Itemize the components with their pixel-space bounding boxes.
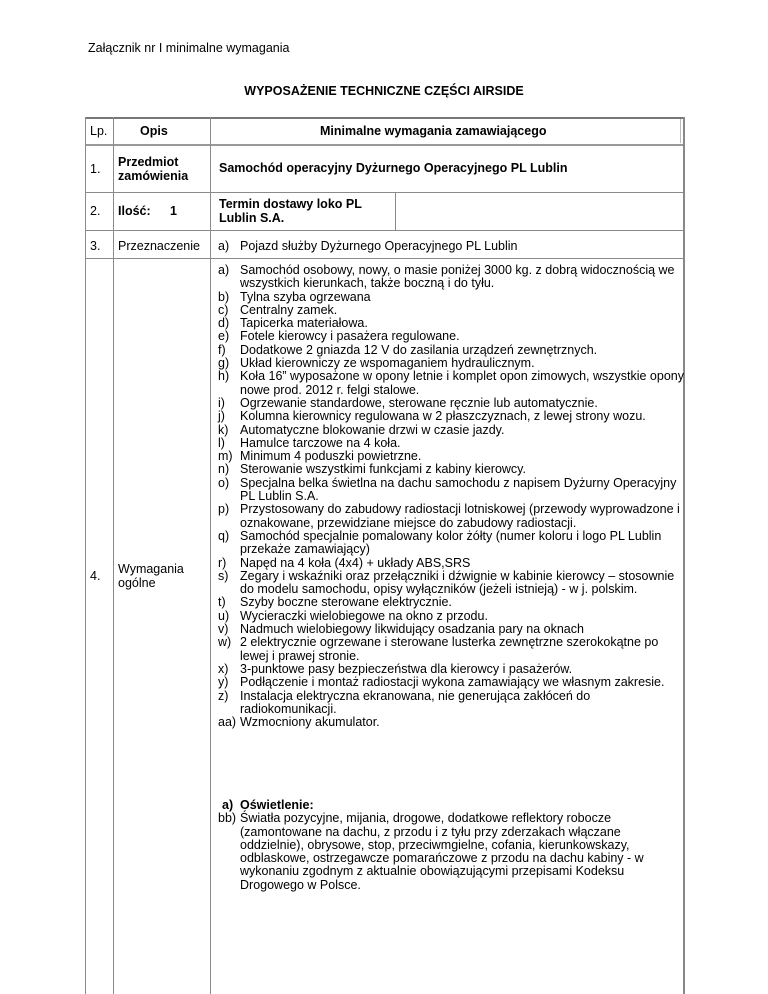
list-item: r) Napęd na 4 koła (4x4) + układy ABS,SRS [218,555,471,570]
document-title: WYPOSAŻENIE TECHNICZNE CZĘŚCI AIRSIDE [244,84,524,98]
row2-lp: 2. [90,204,101,218]
header-opis: Opis [140,124,168,138]
list-item: w) 2 elektrycznie ogrzewane i sterowane lusterka zewnętrzne szerokokątne po lewej i prawej stronie. [218,635,659,663]
header-lp: Lp. [90,124,108,138]
list-item: j) Kolumna kierownicy regulowana w 2 płaszczyznach, z lewej strony wozu. [218,409,646,424]
list-item: a) Samochód osobowy, nowy, o masie poniżej 3000 kg. z dobrą widocznością we wszystkich kierunkach, także boczną i do tyłu. [218,263,675,291]
row3-opis: Przeznaczenie [118,239,200,253]
row4-lp: 4. [90,569,101,583]
row2-opis: Ilość: [118,204,151,218]
header-wymagania: Minimalne wymagania zamawiającego [320,124,547,138]
list-item: o) Specjalna belka świetlna na dachu samochodu z napisem Dyżurny Operacyjny PL Lublin S.A. [218,475,677,504]
list-item: g) Układ kierowniczy ze wspomaganiem hydraulicznym. [218,356,535,371]
row4-opis: Wymagania ogólne [118,562,184,590]
list-item: q) Samochód specjalnie pomalowany kolor żółty (numer koloru i logo PL Lublin przekaże zamawiający) [218,528,662,557]
list-item: p) Przystosowany do zabudowy radiostacji lotniskowej (przewody wyprowadzone i oznakowane, przewidziane miejsce do zabudowy radiostacji. [218,502,680,530]
list-item: aa) Wzmocniony akumulator. [218,715,380,730]
row2-delivery: Termin dostawy loko PL Lublin S.A. [219,197,362,225]
list-item: b) Tylna szyba ogrzewana [218,289,371,304]
list-item: s) Zegary i wskaźniki oraz przełączniki i dźwignie w kabinie kierowcy – stosownie do modelu samochodu, opisy wyłączników (jeżeli istnieją) - w j. polskim. [218,568,675,597]
lighting-item: bb) Światła pozycyjne, mijania, drogowe, dodatkowe reflektory robocze (zamontowane na dachu, z przodu i z tyłu przy zderzakach włączane oddzielnie), obrysowe, stop, przeciwmgielne, cofania, kierunkowskazy, odblaskowe, ostrzegawcze pomarańczowe z przodu na dachu kabiny - w wykonaniu zgodnym z aktualnie obowiązującymi przepisami Kodeksu Drogowego w Polsce. [218,811,644,892]
row2-qty: 1 [170,204,177,218]
list-item: m) Minimum 4 poduszki powietrzne. [218,449,422,464]
row3-value: Pojazd służby Dyżurnego Operacyjnego PL Lublin [240,239,518,253]
page-header: Załącznik nr I minimalne wymagania [88,41,290,55]
requirements-list [218,264,684,729]
row1-lp: 1. [90,162,101,176]
row3-marker: a) [218,239,230,253]
list-item: c) Centralny zamek. [218,302,338,317]
list-item: f) Dodatkowe 2 gniazda 12 V do zasilania urządzeń zewnętrznych. [218,342,598,357]
lighting-heading: a) Oświetlenie: [222,798,314,812]
list-item: u) Wycieraczki wielobiegowe na okno z przodu. [218,608,488,623]
list-item: v) Nadmuch wielobiegowy likwidujący osadzania pary na oknach [218,622,584,637]
lighting-section [218,799,684,892]
row1-value: Samochód operacyjny Dyżurnego Operacyjnego PL Lublin [219,161,568,175]
list-item: t) Szyby boczne sterowane elektrycznie. [218,595,452,610]
row1-opis: Przedmiot zamówienia [118,155,189,183]
list-item: y) Podłączenie i montaż radiostacji wykona zamawiający we własnym zakresie. [218,675,665,690]
list-item: l) Hamulce tarczowe na 4 koła. [218,435,401,450]
list-item: z) Instalacja elektryczna ekranowana, nie generująca zakłóceń do radiokomunikacji. [218,688,591,716]
list-item: h) Koła 16” wyposażone w opony letnie i komplet opon zimowych, wszystkie opony nowe prod. 2012 r. felgi stalowe. [218,369,684,397]
list-item: k) Automatyczne blokowanie drzwi w czasie jazdy. [218,422,505,437]
list-item: n) Sterowanie wszystkimi funkcjami z kabiny kierowcy. [218,462,526,477]
list-item: d) Tapicerka materiałowa. [218,316,368,331]
list-item: i) Ogrzewanie standardowe, sterowane ręcznie lub automatycznie. [218,395,598,410]
list-item: x) 3-punktowe pasy bezpieczeństwa dla kierowcy i pasażerów. [218,661,573,676]
row3-lp: 3. [90,239,101,253]
list-item: e) Fotele kierowcy i pasażera regulowane. [218,329,460,344]
